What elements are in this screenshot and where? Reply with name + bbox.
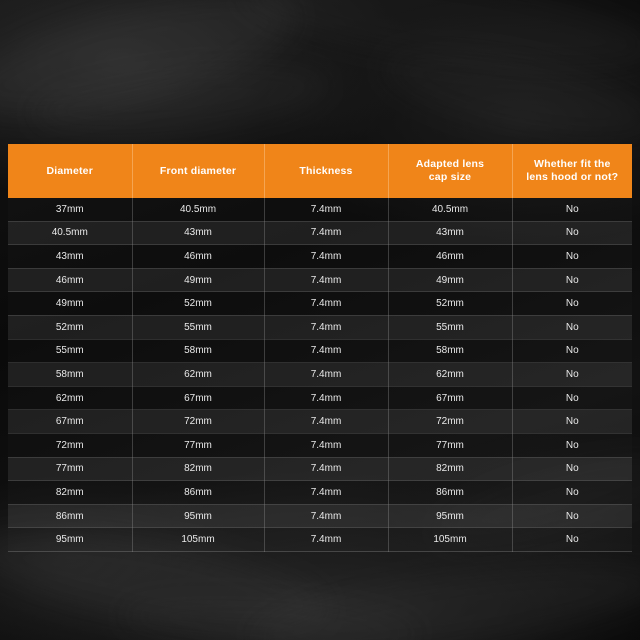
table-cell: 7.4mm xyxy=(264,315,388,339)
table-row xyxy=(8,410,632,434)
table-cell: 7.4mm xyxy=(264,433,388,457)
table-column-header-line: lens hood or not? xyxy=(526,171,619,183)
table-cell: 7.4mm xyxy=(264,292,388,316)
table-column-header-line: cap size xyxy=(428,171,472,183)
background-texture-wisp xyxy=(0,0,306,140)
table-cell: 52mm xyxy=(132,292,264,316)
table-cell: 55mm xyxy=(8,339,132,363)
table-cell: No xyxy=(512,386,632,410)
table-cell: 67mm xyxy=(388,386,512,410)
table-cell: 46mm xyxy=(132,245,264,269)
table-cell: 67mm xyxy=(8,410,132,434)
table-row xyxy=(8,292,632,316)
table-column-header-line: Adapted lens xyxy=(415,158,485,170)
table-cell: 72mm xyxy=(132,410,264,434)
table-cell: 49mm xyxy=(388,268,512,292)
table-row xyxy=(8,528,632,552)
table-body xyxy=(8,198,632,551)
table-cell: No xyxy=(512,528,632,552)
table-cell: 55mm xyxy=(388,315,512,339)
table-cell: No xyxy=(512,198,632,221)
table-cell: No xyxy=(512,504,632,528)
table-cell: 43mm xyxy=(388,221,512,245)
table-column-header xyxy=(8,144,132,198)
table-row xyxy=(8,363,632,387)
table-cell: No xyxy=(512,339,632,363)
table-cell: 7.4mm xyxy=(264,198,388,221)
table-cell: 105mm xyxy=(132,528,264,552)
table-cell: No xyxy=(512,363,632,387)
table-cell: 46mm xyxy=(8,268,132,292)
table-row xyxy=(8,198,632,221)
table-cell: 77mm xyxy=(132,433,264,457)
table-row xyxy=(8,481,632,505)
table-cell: 55mm xyxy=(132,315,264,339)
table-cell: 7.4mm xyxy=(264,339,388,363)
table-cell: 95mm xyxy=(388,504,512,528)
table-cell: 40.5mm xyxy=(8,221,132,245)
table-cell: 49mm xyxy=(132,268,264,292)
table-cell: 43mm xyxy=(8,245,132,269)
table-cell: 7.4mm xyxy=(264,268,388,292)
table-cell: 86mm xyxy=(132,481,264,505)
table-column-header-line: Whether fit the xyxy=(534,158,611,170)
table-cell: 7.4mm xyxy=(264,410,388,434)
table-cell: 67mm xyxy=(132,386,264,410)
table-cell: No xyxy=(512,410,632,434)
table-cell: 77mm xyxy=(388,433,512,457)
table-cell: 58mm xyxy=(8,363,132,387)
table-cell: 86mm xyxy=(388,481,512,505)
table-row xyxy=(8,245,632,269)
table-cell: 52mm xyxy=(8,315,132,339)
table-cell: 62mm xyxy=(388,363,512,387)
table-cell: 52mm xyxy=(388,292,512,316)
table-column-header-line: Front diameter xyxy=(159,164,237,177)
table-cell: 62mm xyxy=(132,363,264,387)
background-texture-wisp xyxy=(28,54,333,145)
table-cell: 40.5mm xyxy=(388,198,512,221)
table-cell: 7.4mm xyxy=(264,363,388,387)
table-column-header xyxy=(512,144,632,198)
table-cell: 82mm xyxy=(388,457,512,481)
table-cell: No xyxy=(512,457,632,481)
table-column-header xyxy=(264,144,388,198)
table-cell: 7.4mm xyxy=(264,457,388,481)
table-cell: 77mm xyxy=(8,457,132,481)
table-cell: 46mm xyxy=(388,245,512,269)
table-column-header-line: Diameter xyxy=(46,164,94,177)
table-cell: No xyxy=(512,292,632,316)
specification-table xyxy=(8,144,632,552)
table-cell: 7.4mm xyxy=(264,481,388,505)
table-header-row xyxy=(8,144,632,198)
table-cell: 40.5mm xyxy=(132,198,264,221)
table-cell: 7.4mm xyxy=(264,528,388,552)
table-cell: 7.4mm xyxy=(264,386,388,410)
table-cell: 95mm xyxy=(8,528,132,552)
table-cell: 37mm xyxy=(8,198,132,221)
table-cell: 49mm xyxy=(8,292,132,316)
table-column-header xyxy=(132,144,264,198)
table-cell: No xyxy=(512,245,632,269)
table-row xyxy=(8,315,632,339)
table-row xyxy=(8,386,632,410)
table-row xyxy=(8,339,632,363)
table-row xyxy=(8,221,632,245)
table-cell: 62mm xyxy=(8,386,132,410)
table-row xyxy=(8,268,632,292)
table-cell: No xyxy=(512,481,632,505)
table-cell: 82mm xyxy=(132,457,264,481)
table-cell: 43mm xyxy=(132,221,264,245)
table-cell: 86mm xyxy=(8,504,132,528)
table-column-header xyxy=(388,144,512,198)
specification-table-container xyxy=(8,144,632,552)
table-cell: No xyxy=(512,221,632,245)
table-cell: No xyxy=(512,268,632,292)
table-cell: 105mm xyxy=(388,528,512,552)
table-cell: 7.4mm xyxy=(264,221,388,245)
table-row xyxy=(8,457,632,481)
table-cell: 58mm xyxy=(132,339,264,363)
background-texture-wisp xyxy=(247,546,640,640)
table-cell: 72mm xyxy=(388,410,512,434)
table-cell: 7.4mm xyxy=(264,504,388,528)
table-row xyxy=(8,433,632,457)
table-cell: 95mm xyxy=(132,504,264,528)
table-column-header-line: Thickness xyxy=(299,164,353,177)
table-cell: No xyxy=(512,433,632,457)
table-cell: 82mm xyxy=(8,481,132,505)
table-row xyxy=(8,504,632,528)
table-cell: 72mm xyxy=(8,433,132,457)
background-texture-wisp xyxy=(236,0,640,89)
table-cell: No xyxy=(512,315,632,339)
background-texture-wisp xyxy=(119,590,422,640)
background-texture-wisp xyxy=(376,32,640,159)
table-cell: 7.4mm xyxy=(264,245,388,269)
table-cell: 58mm xyxy=(388,339,512,363)
table-header xyxy=(8,144,632,198)
